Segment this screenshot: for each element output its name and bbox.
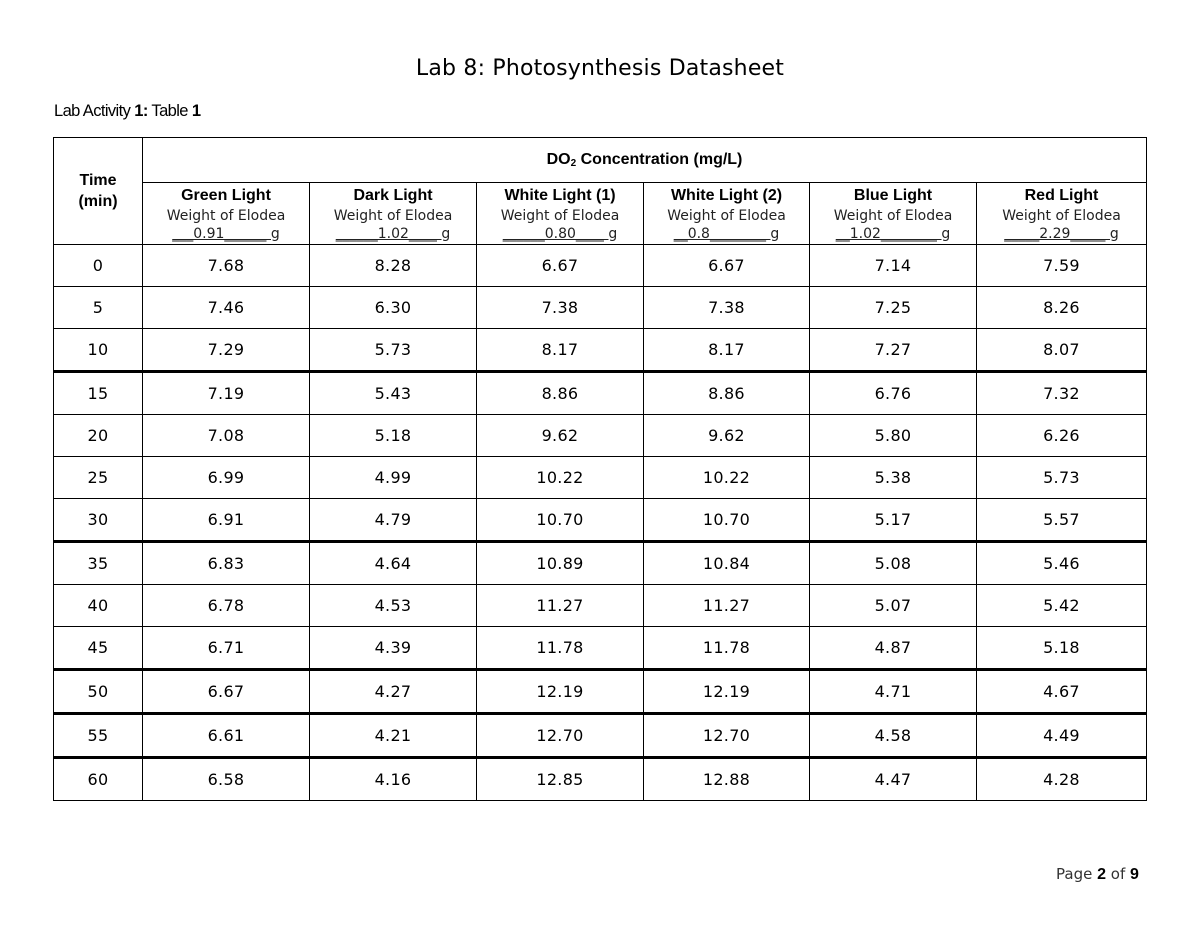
do2-value-cell: 5.17 bbox=[810, 499, 977, 542]
table-row bbox=[54, 627, 1147, 670]
do2-value-cell: 4.64 bbox=[310, 542, 477, 585]
do2-value-cell: 10.22 bbox=[477, 457, 644, 499]
time-cell: 45 bbox=[54, 627, 143, 670]
condition-header bbox=[143, 183, 310, 245]
elodea-weight-line bbox=[310, 226, 476, 242]
do2-value-cell: 5.43 bbox=[310, 372, 477, 415]
page-total: 9 bbox=[1130, 866, 1139, 883]
do2-value-cell: 6.78 bbox=[143, 585, 310, 627]
do2-value-cell: 6.58 bbox=[143, 758, 310, 801]
page-title: Lab 8: Photosynthesis Datasheet bbox=[415, 56, 785, 81]
time-cell: 55 bbox=[54, 714, 143, 758]
section-label-number: 1: bbox=[134, 102, 148, 120]
time-cell: 35 bbox=[54, 542, 143, 585]
time-cell: 40 bbox=[54, 585, 143, 627]
do2-value-cell: 4.49 bbox=[977, 714, 1147, 758]
time-cell: 60 bbox=[54, 758, 143, 801]
do2-value-cell: 4.16 bbox=[310, 758, 477, 801]
section-label-table-word: Table bbox=[147, 102, 192, 120]
do2-value-cell: 8.17 bbox=[477, 329, 644, 372]
condition-header bbox=[977, 183, 1147, 245]
do2-value-cell: 6.61 bbox=[143, 714, 310, 758]
do2-value-cell: 5.57 bbox=[977, 499, 1147, 542]
do2-value-cell: 6.71 bbox=[143, 627, 310, 670]
do2-value-cell: 4.27 bbox=[310, 670, 477, 714]
time-cell: 5 bbox=[54, 287, 143, 329]
do2-suffix: Concentration (mg/L) bbox=[576, 151, 743, 168]
do2-value-cell: 11.78 bbox=[477, 627, 644, 670]
elodea-weight-value: _____2.29_____ g bbox=[1004, 225, 1119, 242]
table-row bbox=[54, 670, 1147, 714]
do2-value-cell: 8.86 bbox=[644, 372, 810, 415]
do2-value-cell: 12.70 bbox=[644, 714, 810, 758]
do2-value-cell: 10.22 bbox=[644, 457, 810, 499]
elodea-weight-value: __1.02________ g bbox=[835, 225, 951, 242]
table-row bbox=[54, 499, 1147, 542]
do2-value-cell: 12.19 bbox=[477, 670, 644, 714]
do2-value-cell: 5.08 bbox=[810, 542, 977, 585]
do2-value-cell: 10.84 bbox=[644, 542, 810, 585]
do2-value-cell: 4.21 bbox=[310, 714, 477, 758]
condition-name: Dark Light bbox=[353, 186, 433, 204]
do2-value-cell: 4.71 bbox=[810, 670, 977, 714]
elodea-weight-value: ___0.91______ g bbox=[172, 225, 280, 242]
time-header-unit: (min) bbox=[78, 193, 118, 210]
do2-value-cell: 10.70 bbox=[477, 499, 644, 542]
weight-label: Weight of Elodea bbox=[333, 207, 453, 224]
do2-value-cell: 4.39 bbox=[310, 627, 477, 670]
do2-value-cell: 5.80 bbox=[810, 415, 977, 457]
time-cell: 0 bbox=[54, 245, 143, 287]
do2-value-cell: 7.14 bbox=[810, 245, 977, 287]
table-row bbox=[54, 542, 1147, 585]
elodea-weight-value: ______1.02____ g bbox=[335, 225, 451, 242]
time-header-line: Time bbox=[79, 172, 117, 189]
do2-value-cell: 4.67 bbox=[977, 670, 1147, 714]
section-label bbox=[54, 102, 200, 121]
do2-value-cell: 12.19 bbox=[644, 670, 810, 714]
table-row bbox=[54, 585, 1147, 627]
table-row bbox=[54, 245, 1147, 287]
do2-subscript: 2 bbox=[570, 158, 577, 169]
do2-value-cell: 5.46 bbox=[977, 542, 1147, 585]
do2-value-cell: 4.87 bbox=[810, 627, 977, 670]
do2-value-cell: 11.78 bbox=[644, 627, 810, 670]
weight-label: Weight of Elodea bbox=[667, 207, 786, 224]
page-prefix: Page bbox=[1056, 865, 1098, 883]
do2-value-cell: 5.73 bbox=[977, 457, 1147, 499]
time-cell: 20 bbox=[54, 415, 143, 457]
table-row bbox=[54, 415, 1147, 457]
do2-value-cell: 12.88 bbox=[644, 758, 810, 801]
do2-value-cell: 4.79 bbox=[310, 499, 477, 542]
do2-value-cell: 10.70 bbox=[644, 499, 810, 542]
do2-value-cell: 6.30 bbox=[310, 287, 477, 329]
condition-header bbox=[644, 183, 810, 245]
condition-header-row bbox=[54, 183, 1147, 245]
table-row bbox=[54, 758, 1147, 801]
do2-value-cell: 12.70 bbox=[477, 714, 644, 758]
table-row bbox=[54, 714, 1147, 758]
do2-value-cell: 11.27 bbox=[477, 585, 644, 627]
do2-value-cell: 7.27 bbox=[810, 329, 977, 372]
section-label-table-number: 1 bbox=[191, 102, 201, 120]
do2-value-cell: 7.19 bbox=[143, 372, 310, 415]
time-column-header bbox=[54, 138, 143, 245]
condition-name: Green Light bbox=[181, 186, 271, 204]
condition-name: White Light (1) bbox=[504, 186, 616, 204]
do2-value-cell: 7.29 bbox=[143, 329, 310, 372]
condition-name: Blue Light bbox=[853, 186, 933, 204]
weight-label: Weight of Elodea bbox=[500, 207, 620, 224]
do2-value-cell: 8.28 bbox=[310, 245, 477, 287]
do2-value-cell: 7.59 bbox=[977, 245, 1147, 287]
do2-value-cell: 4.58 bbox=[810, 714, 977, 758]
condition-name: Red Light bbox=[1024, 186, 1099, 204]
weight-label: Weight of Elodea bbox=[833, 207, 953, 224]
do2-value-cell: 6.99 bbox=[143, 457, 310, 499]
elodea-weight-line bbox=[977, 226, 1146, 242]
do2-value-cell: 4.99 bbox=[310, 457, 477, 499]
do2-value-cell: 5.42 bbox=[977, 585, 1147, 627]
table-row bbox=[54, 329, 1147, 372]
do2-value-cell: 9.62 bbox=[644, 415, 810, 457]
elodea-weight-line bbox=[477, 226, 643, 242]
condition-name: White Light (2) bbox=[670, 186, 783, 204]
time-cell: 25 bbox=[54, 457, 143, 499]
do2-value-cell: 5.73 bbox=[310, 329, 477, 372]
data-table-body bbox=[54, 245, 1147, 801]
time-cell: 15 bbox=[54, 372, 143, 415]
do2-value-cell: 10.89 bbox=[477, 542, 644, 585]
do2-value-cell: 6.67 bbox=[477, 245, 644, 287]
table-row bbox=[54, 287, 1147, 329]
do2-value-cell: 7.25 bbox=[810, 287, 977, 329]
condition-header bbox=[810, 183, 977, 245]
do2-value-cell: 6.76 bbox=[810, 372, 977, 415]
do2-value-cell: 12.85 bbox=[477, 758, 644, 801]
do2-value-cell: 7.68 bbox=[143, 245, 310, 287]
do2-value-cell: 6.91 bbox=[143, 499, 310, 542]
do2-value-cell: 4.28 bbox=[977, 758, 1147, 801]
elodea-weight-line bbox=[143, 226, 309, 242]
elodea-weight-line bbox=[644, 226, 809, 242]
do2-value-cell: 8.17 bbox=[644, 329, 810, 372]
time-cell: 50 bbox=[54, 670, 143, 714]
do2-value-cell: 7.46 bbox=[143, 287, 310, 329]
condition-header bbox=[310, 183, 477, 245]
do2-value-cell: 5.18 bbox=[977, 627, 1147, 670]
do2-value-cell: 5.38 bbox=[810, 457, 977, 499]
do2-concentration-header bbox=[143, 138, 1147, 183]
do2-value-cell: 7.38 bbox=[477, 287, 644, 329]
do2-value-cell: 4.47 bbox=[810, 758, 977, 801]
do2-value-cell: 8.07 bbox=[977, 329, 1147, 372]
do2-value-cell: 7.08 bbox=[143, 415, 310, 457]
do2-value-cell: 6.67 bbox=[143, 670, 310, 714]
do2-value-cell: 5.18 bbox=[310, 415, 477, 457]
table-row bbox=[54, 372, 1147, 415]
do2-value-cell: 6.83 bbox=[143, 542, 310, 585]
do2-value-cell: 9.62 bbox=[477, 415, 644, 457]
time-cell: 30 bbox=[54, 499, 143, 542]
time-cell: 10 bbox=[54, 329, 143, 372]
page-of: of bbox=[1106, 865, 1130, 883]
do2-value-cell: 8.86 bbox=[477, 372, 644, 415]
do2-value-cell: 4.53 bbox=[310, 585, 477, 627]
page-current: 2 bbox=[1097, 866, 1106, 883]
data-table bbox=[53, 137, 1147, 801]
elodea-weight-value: __0.8________ g bbox=[673, 225, 780, 242]
weight-label: Weight of Elodea bbox=[1002, 207, 1121, 224]
section-label-prefix: Lab Activity bbox=[54, 102, 135, 120]
table-row bbox=[54, 457, 1147, 499]
page-number bbox=[1056, 865, 1139, 884]
do2-value-cell: 8.26 bbox=[977, 287, 1147, 329]
do2-value-cell: 11.27 bbox=[644, 585, 810, 627]
do2-value-cell: 7.32 bbox=[977, 372, 1147, 415]
elodea-weight-line bbox=[810, 226, 976, 242]
do2-value-cell: 7.38 bbox=[644, 287, 810, 329]
elodea-weight-value: ______0.80____ g bbox=[502, 225, 618, 242]
do2-value-cell: 6.67 bbox=[644, 245, 810, 287]
weight-label: Weight of Elodea bbox=[166, 207, 286, 224]
do2-value-cell: 6.26 bbox=[977, 415, 1147, 457]
condition-header bbox=[477, 183, 644, 245]
do2-value-cell: 5.07 bbox=[810, 585, 977, 627]
do2-prefix: DO bbox=[546, 151, 571, 168]
